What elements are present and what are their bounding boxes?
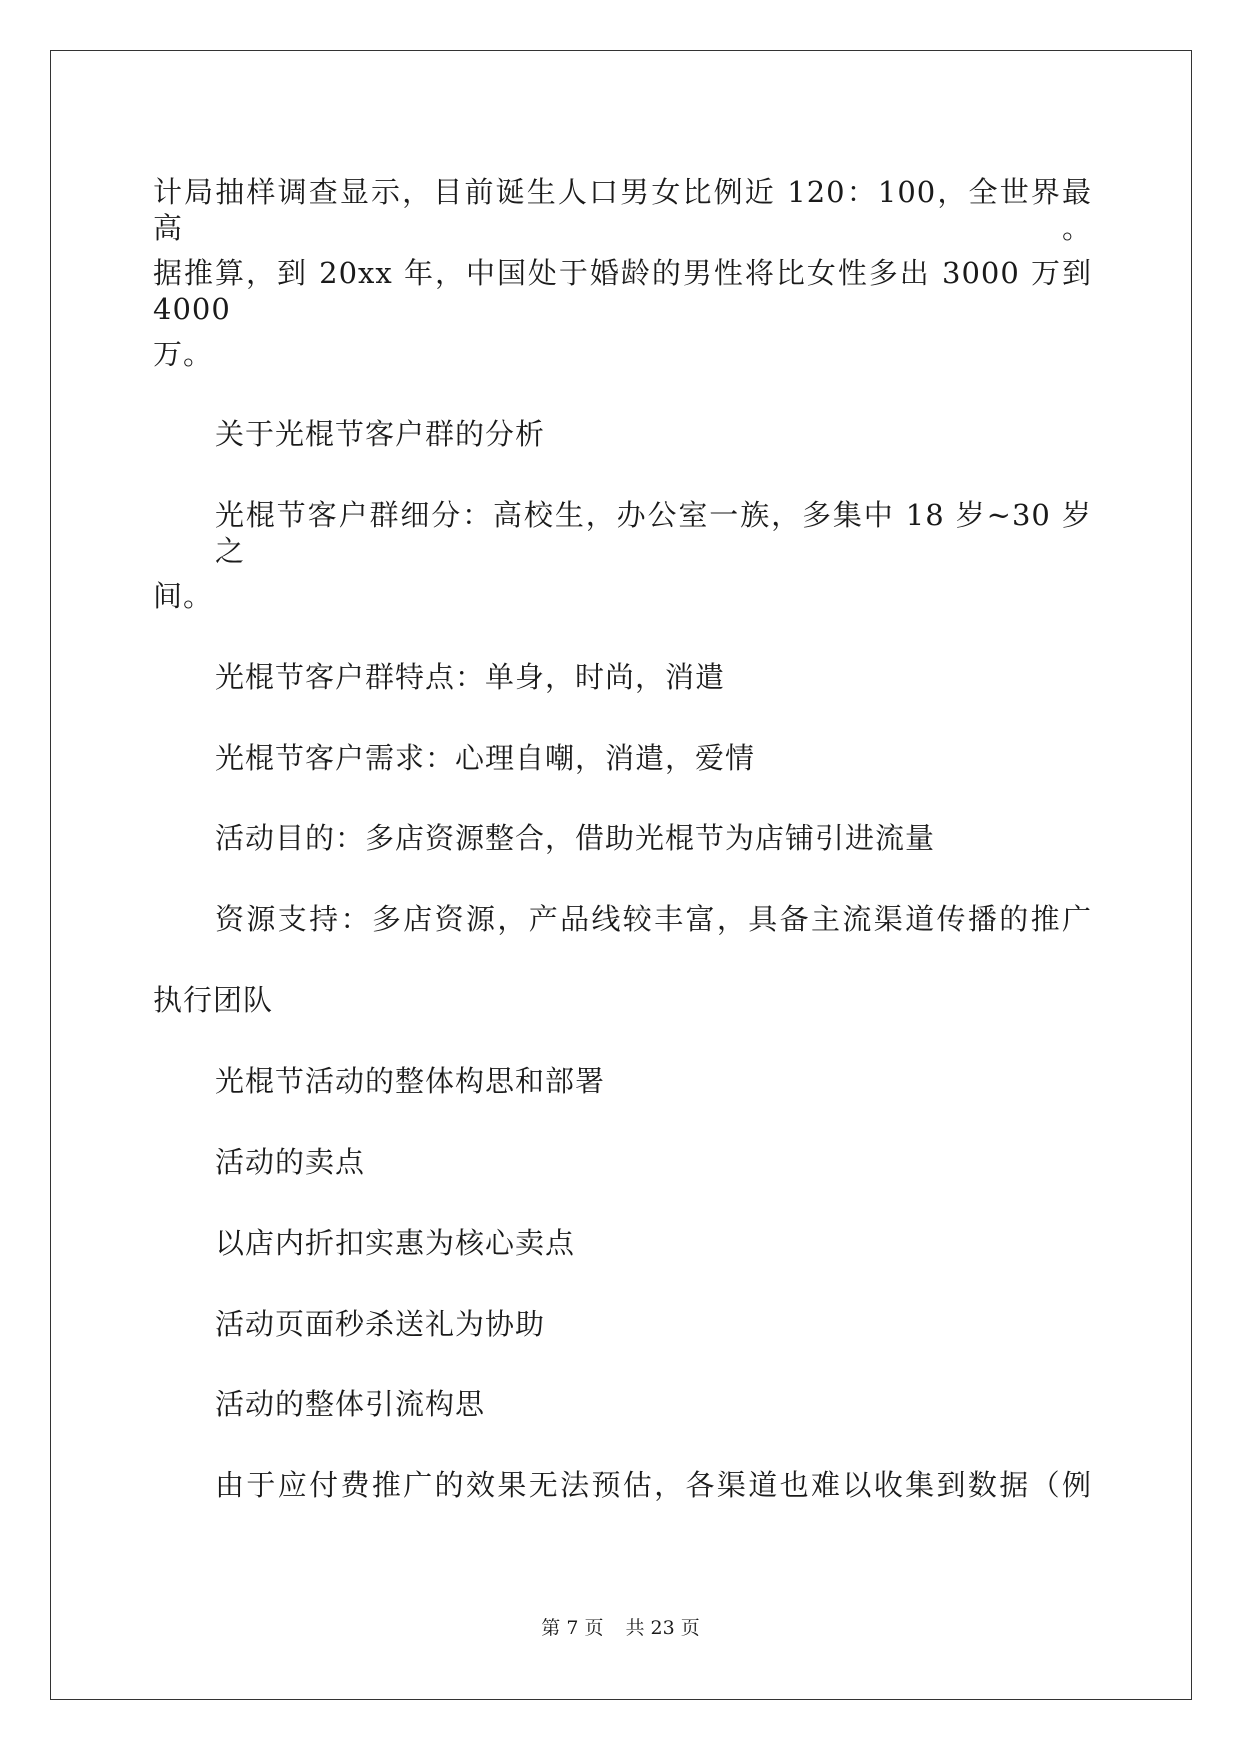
text-line: 由于应付费推广的效果无法预估，各渠道也难以收集到数据（例 [215, 1468, 1092, 1502]
text-line: 光棍节客户群特点：单身，时尚，消遣 [215, 660, 726, 694]
section-heading: 活动的整体引流构思 [215, 1387, 486, 1421]
text-line: 活动目的：多店资源整合，借助光棍节为店铺引进流量 [215, 821, 936, 855]
text-line: 以店内折扣实惠为核心卖点 [215, 1226, 576, 1260]
text-line: 据推算，到 20xx 年，中国处于婚龄的男性将比女性多出 3000 万到 4000 [153, 256, 1092, 326]
text-line: 活动页面秒杀送礼为协助 [215, 1307, 546, 1341]
text-line: 光棍节客户群细分：高校生，办公室一族，多集中 18 岁~30 岁之 [215, 498, 1092, 568]
section-heading: 光棍节活动的整体构思和部署 [215, 1064, 606, 1098]
page-number: 第 7 页 [541, 1617, 604, 1639]
text-line: 计局抽样调查显示，目前诞生人口男女比例近 120：100，全世界最高。 [153, 175, 1092, 245]
page-footer [0, 1616, 1241, 1640]
text-line: 万。 [153, 337, 214, 371]
page-total: 共 23 页 [625, 1617, 700, 1639]
text-line: 资源支持：多店资源，产品线较丰富，具备主流渠道传播的推广 [215, 902, 1092, 936]
text-line: 间。 [153, 579, 214, 613]
section-heading: 活动的卖点 [215, 1145, 366, 1179]
text-line: 光棍节客户需求：心理自嘲，消遣，爱情 [215, 741, 756, 775]
text-line: 执行团队 [153, 983, 274, 1017]
section-heading: 关于光棍节客户群的分析 [215, 417, 546, 451]
